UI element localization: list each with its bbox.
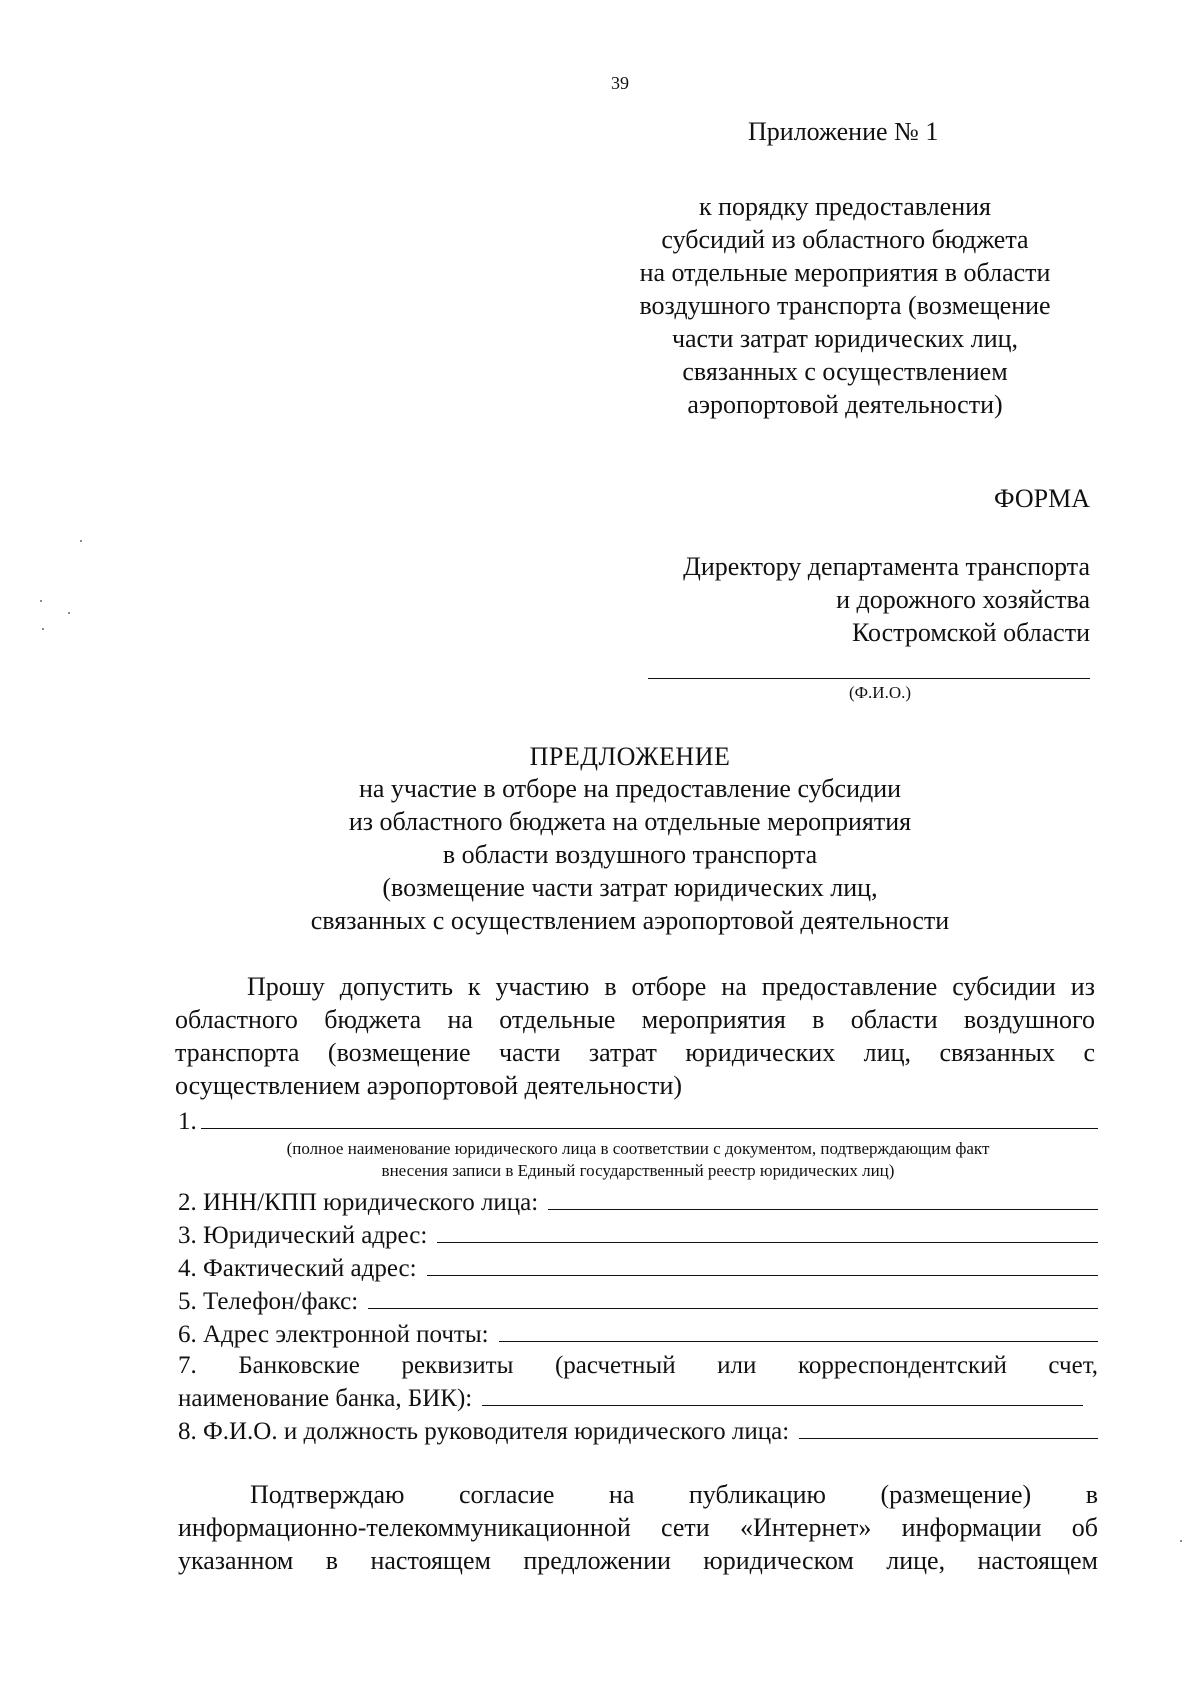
field-8-row bbox=[178, 1416, 1098, 1448]
fio-caption: (Ф.И.О.) bbox=[848, 683, 912, 702]
field-3-row bbox=[178, 1220, 1098, 1252]
consent-line: Подтверждаю согласие на публикацию (размещение) в bbox=[250, 1480, 1098, 1509]
appendix-subtitle-line: воздушного транспорта (возмещение bbox=[639, 291, 1051, 320]
field-6-label: 6. Адрес электронной почты: bbox=[178, 1321, 489, 1348]
document-subtitle bbox=[230, 772, 1030, 937]
appendix-title: Приложение № 1 bbox=[748, 117, 939, 146]
consent-paragraph bbox=[178, 1478, 1098, 1577]
field-1-row bbox=[178, 1106, 1098, 1138]
field-4-label: 4. Фактический адрес: bbox=[178, 1255, 417, 1282]
field-6-input-line[interactable] bbox=[499, 1319, 1098, 1342]
field-7-label-line2: наименование банка, БИК): bbox=[178, 1385, 473, 1412]
intro-line: осуществлением аэропортовой деятельности) bbox=[175, 1071, 683, 1100]
intro-line: транспорта (возмещение части затрат юридических лиц, связанных с bbox=[175, 1038, 1095, 1067]
form-label: ФОРМА bbox=[994, 484, 1090, 513]
field-1-input-line[interactable] bbox=[201, 1106, 1098, 1129]
field-2-input-line[interactable] bbox=[548, 1187, 1098, 1210]
document-subtitle-line: (возмещение части затрат юридических лиц, bbox=[382, 873, 878, 902]
field-3-input-line[interactable] bbox=[437, 1220, 1098, 1243]
field-7-label-line1: 7. Банковские реквизиты (расчетный или корреспондентский счет, bbox=[178, 1352, 1098, 1379]
field-7-row bbox=[178, 1383, 1083, 1415]
field-8-input-line[interactable] bbox=[799, 1416, 1098, 1439]
field-1-caption-line: (полное наименование юридического лица в соответствии с документом, подтверждающим факт bbox=[286, 1139, 990, 1158]
field-3-label: 3. Юридический адрес: bbox=[178, 1222, 428, 1249]
appendix-subtitle-line: связанных с осуществлением bbox=[682, 357, 1008, 386]
field-7-input-line[interactable] bbox=[482, 1383, 1083, 1406]
fio-line bbox=[648, 678, 1090, 679]
addressee-line: Костромской области bbox=[851, 618, 1090, 647]
document-title: ПРЕДЛОЖЕНИЕ bbox=[529, 742, 731, 771]
field-6-row bbox=[178, 1319, 1098, 1351]
appendix-subtitle bbox=[595, 190, 1095, 421]
field-2-label: 2. ИНН/КПП юридического лица: bbox=[178, 1189, 539, 1216]
field-1-caption-line: внесения записи в Единый государственный реестр юридических лиц) bbox=[381, 1161, 895, 1180]
intro-line: Прошу допустить к участию в отборе на предоставление субсидии из bbox=[247, 972, 1095, 1001]
scan-speck bbox=[42, 628, 44, 630]
intro-line: областного бюджета на отдельные мероприятия в области воздушного bbox=[175, 1005, 1095, 1034]
addressee bbox=[590, 550, 1090, 649]
field-5-label: 5. Телефон/факс: bbox=[178, 1288, 359, 1315]
field-2-row bbox=[178, 1187, 1098, 1219]
document-subtitle-line: из областного бюджета на отдельные мероприятия bbox=[348, 807, 912, 836]
scan-speck bbox=[68, 612, 70, 614]
field-4-input-line[interactable] bbox=[427, 1253, 1098, 1276]
consent-line: указанном в настоящем предложении юридическом лице, настоящем bbox=[178, 1546, 1098, 1575]
scan-speck bbox=[40, 600, 42, 602]
field-8-label: 8. Ф.И.О. и должность руководителя юридического лица: bbox=[178, 1418, 790, 1445]
appendix-subtitle-line: на отдельные мероприятия в области bbox=[639, 258, 1051, 287]
document-subtitle-line: на участие в отборе на предоставление субсидии bbox=[358, 774, 902, 803]
field-5-input-line[interactable] bbox=[368, 1286, 1098, 1309]
field-1-number: 1. bbox=[178, 1108, 197, 1135]
field-1-caption bbox=[178, 1138, 1098, 1182]
document-subtitle-line: связанных с осуществлением аэропортовой деятельности bbox=[310, 906, 950, 935]
appendix-subtitle-line: части затрат юридических лиц, bbox=[671, 324, 1019, 353]
appendix-subtitle-line: к порядку предоставления bbox=[699, 192, 991, 221]
scan-speck bbox=[80, 540, 82, 542]
field-4-row bbox=[178, 1253, 1098, 1285]
addressee-line: Директору департамента транспорта bbox=[683, 552, 1090, 581]
scan-speck bbox=[1180, 1540, 1182, 1542]
document-subtitle-line: в области воздушного транспорта bbox=[442, 840, 818, 869]
addressee-line: и дорожного хозяйства bbox=[836, 585, 1090, 614]
appendix-subtitle-line: аэропортовой деятельности) bbox=[687, 390, 1003, 419]
page-number: 39 bbox=[611, 73, 629, 93]
field-5-row bbox=[178, 1286, 1098, 1318]
consent-line: информационно-телекоммуникационной сети «Интернет» информации об bbox=[178, 1513, 1098, 1542]
intro-paragraph bbox=[175, 970, 1095, 1102]
appendix-subtitle-line: субсидий из областного бюджета bbox=[661, 225, 1029, 254]
